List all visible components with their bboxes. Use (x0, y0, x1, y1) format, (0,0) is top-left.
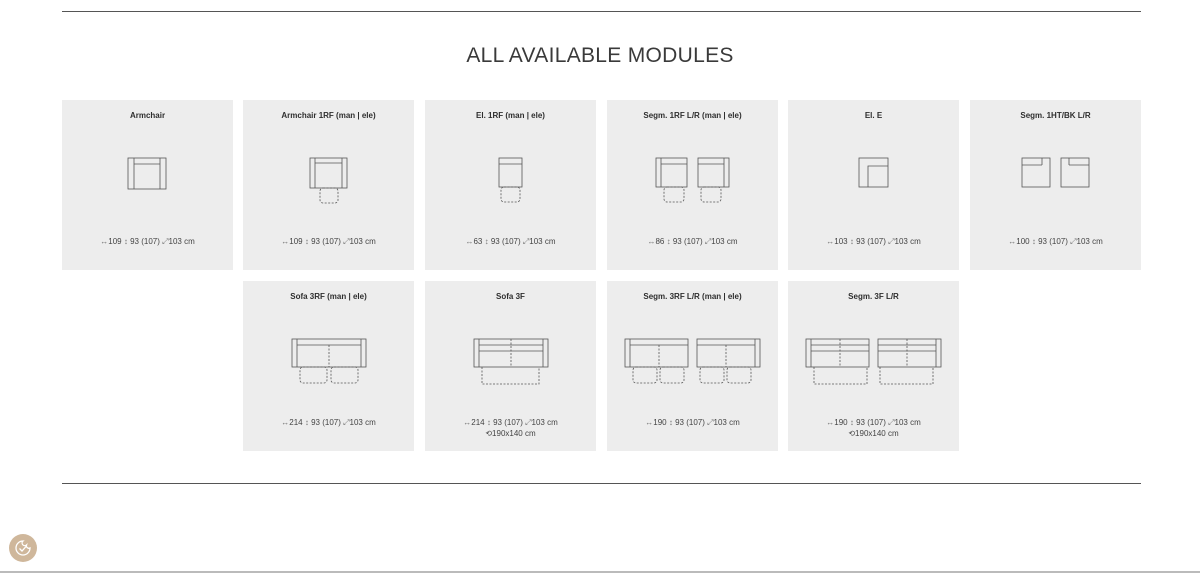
section-title: ALL AVAILABLE MODULES (466, 44, 734, 67)
width-icon: ↔ (647, 237, 656, 246)
width-value: 109 (108, 237, 122, 246)
module-card-sofa-3f[interactable] (425, 281, 596, 451)
height-icon: ↕ (668, 418, 673, 427)
module-title: Armchair 1RF (man | ele) (281, 111, 376, 120)
height-icon: ↕ (123, 237, 128, 246)
depth-icon: ⤢ (888, 237, 895, 246)
depth-value: 103 cm (349, 237, 376, 246)
width-value: 86 (655, 237, 665, 246)
depth-value: 103 cm (894, 237, 921, 246)
corner-element-icon (788, 146, 959, 204)
module-dimensions (970, 237, 1141, 247)
cookie-settings-icon (14, 539, 32, 557)
height-icon: ↕ (849, 418, 854, 427)
width-icon: ↔ (826, 237, 835, 246)
module-dimensions (788, 237, 959, 247)
segment-sofa-bed-pair-icon (788, 327, 959, 385)
width-icon: ↔ (465, 237, 474, 246)
module-dimensions (788, 418, 959, 428)
segment-recliner-pair-icon (607, 146, 778, 204)
module-dimensions (243, 418, 414, 428)
module-title: Segm. 1HT/BK L/R (1020, 111, 1091, 120)
height-icon: ↕ (666, 237, 671, 246)
height-value: 93 (107) (493, 418, 523, 427)
armchair-icon (62, 146, 233, 204)
module-dimensions (425, 237, 596, 247)
width-value: 190 (834, 418, 848, 427)
module-title: Armchair (129, 111, 166, 120)
segment-pair-icon (970, 146, 1141, 204)
module-title: Segm. 1RF L/R (man | ele) (643, 111, 742, 120)
module-card-segm-3rf[interactable] (607, 281, 778, 451)
module-card-armchair[interactable] (62, 100, 233, 270)
bed-value: 190x140 cm (492, 429, 536, 438)
height-icon: ↕ (1031, 237, 1036, 246)
depth-value: 103 cm (349, 418, 376, 427)
height-value: 93 (107) (130, 237, 160, 246)
width-icon: ↔ (100, 237, 109, 246)
segment-sofa-recliner-pair-icon (607, 327, 778, 385)
depth-value: 103 cm (531, 418, 558, 427)
cookie-settings-button[interactable] (9, 534, 37, 562)
module-dimensions (425, 418, 596, 428)
height-value: 93 (107) (311, 418, 341, 427)
width-value: 63 (473, 237, 483, 246)
sofa-bed-icon (425, 327, 596, 385)
height-value: 93 (107) (675, 418, 705, 427)
module-card-sofa-3rf[interactable] (243, 281, 414, 451)
depth-value: 103 cm (713, 418, 740, 427)
module-card-segm-3f[interactable] (788, 281, 959, 451)
depth-icon: ⤢ (704, 237, 712, 246)
module-dimensions (243, 237, 414, 247)
module-title: Sofa 3RF (man | ele) (290, 292, 367, 301)
depth-value: 103 cm (529, 237, 556, 246)
width-value: 214 (471, 418, 485, 427)
width-icon: ↔ (826, 418, 835, 427)
width-value: 103 (834, 237, 848, 246)
width-value: 214 (289, 418, 303, 427)
height-value: 93 (107) (672, 237, 703, 246)
height-value: 93 (107) (856, 237, 886, 246)
module-dimensions (607, 418, 778, 428)
bed-value: 190x140 cm (855, 429, 899, 438)
height-icon: ↕ (486, 418, 491, 427)
module-card-el-1rf[interactable] (425, 100, 596, 270)
module-title: Segm. 3F L/R (848, 292, 899, 301)
width-icon: ↔ (1008, 237, 1017, 246)
top-divider (62, 11, 1141, 12)
width-icon: ↔ (281, 237, 290, 246)
height-value: 93 (107) (311, 237, 341, 246)
depth-icon: ⤢ (343, 418, 350, 427)
height-icon: ↕ (304, 237, 309, 246)
height-value: 93 (107) (856, 418, 886, 427)
sofa-recliner-icon (243, 327, 414, 385)
depth-icon: ⤢ (162, 237, 169, 246)
module-title: Segm. 3RF L/R (man | ele) (643, 292, 742, 301)
bed-icon: ⟲ (485, 429, 493, 438)
modules-grid (62, 100, 1141, 452)
depth-icon: ⤢ (888, 418, 895, 427)
depth-icon: ⤢ (522, 237, 530, 246)
width-icon: ↔ (463, 418, 472, 427)
bed-size (788, 429, 959, 439)
depth-value: 103 cm (1076, 237, 1103, 246)
depth-icon: ⤢ (525, 418, 532, 427)
depth-icon: ⤢ (707, 418, 714, 427)
width-icon: ↔ (645, 418, 654, 427)
depth-icon: ⤢ (343, 237, 350, 246)
element-recliner-icon (425, 146, 596, 204)
module-dimensions (607, 237, 778, 247)
depth-value: 103 cm (894, 418, 921, 427)
module-dimensions (62, 237, 233, 247)
height-icon: ↕ (304, 418, 309, 427)
module-title: El. 1RF (man | ele) (476, 111, 545, 120)
depth-value: 103 cm (711, 237, 738, 246)
module-title: El. E (864, 111, 883, 120)
bottom-divider (62, 483, 1141, 484)
width-icon: ↔ (281, 418, 290, 427)
depth-value: 103 cm (168, 237, 195, 246)
width-value: 190 (653, 418, 667, 427)
height-icon: ↕ (484, 237, 489, 246)
width-value: 109 (289, 237, 303, 246)
module-title: Sofa 3F (496, 292, 525, 301)
module-card-armchair-1rf[interactable] (243, 100, 414, 270)
height-value: 93 (107) (490, 237, 521, 246)
width-value: 100 (1016, 237, 1030, 246)
armchair-recliner-icon (243, 146, 414, 204)
module-card-el-e[interactable] (788, 100, 959, 270)
bed-size (425, 429, 596, 439)
module-card-segm-1rf[interactable] (607, 100, 778, 270)
height-icon: ↕ (849, 237, 854, 246)
module-card-segm-1ht-bk[interactable] (970, 100, 1141, 270)
height-value: 93 (107) (1038, 237, 1068, 246)
bed-icon: ⟲ (848, 429, 856, 438)
depth-icon: ⤢ (1070, 237, 1077, 246)
